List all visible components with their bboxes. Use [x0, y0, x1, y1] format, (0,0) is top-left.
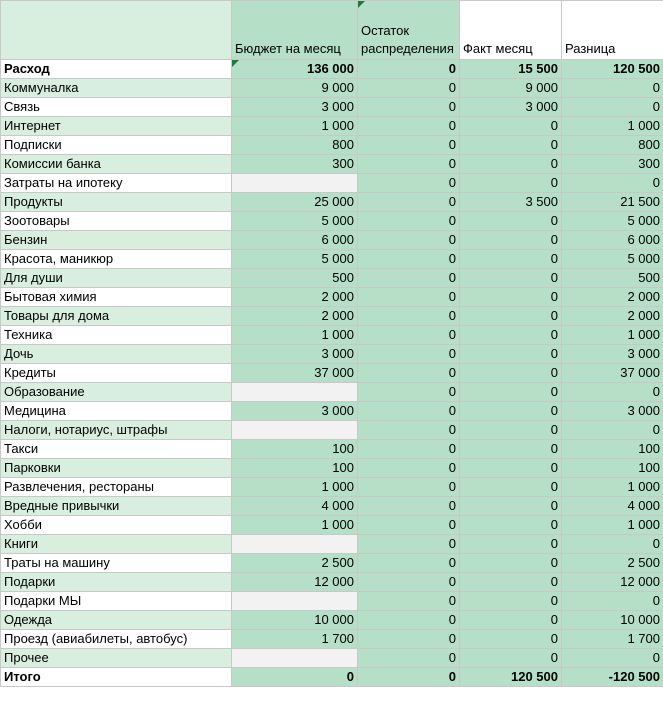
- row-diff[interactable]: 800: [562, 136, 663, 155]
- row-fact[interactable]: 0: [460, 364, 562, 383]
- row-diff[interactable]: 0: [562, 174, 663, 193]
- row-budget[interactable]: 1 000: [232, 326, 358, 345]
- row-diff[interactable]: 100: [562, 459, 663, 478]
- table-row: [1, 611, 663, 630]
- row-budget[interactable]: [232, 649, 358, 668]
- table-row: [1, 592, 663, 611]
- row-budget[interactable]: [232, 592, 358, 611]
- row-budget[interactable]: 5 000: [232, 212, 358, 231]
- row-budget[interactable]: 2 000: [232, 288, 358, 307]
- row-diff[interactable]: 0: [562, 592, 663, 611]
- row-fact[interactable]: 0: [460, 174, 562, 193]
- row-remaining[interactable]: 0: [358, 440, 460, 459]
- row-label[interactable]: Для души: [1, 269, 232, 288]
- row-fact[interactable]: 0: [460, 478, 562, 497]
- row-diff[interactable]: 3 000: [562, 345, 663, 364]
- row-remaining[interactable]: 0: [358, 459, 460, 478]
- expense-total-remaining[interactable]: 0: [358, 60, 460, 79]
- header-corner-cell[interactable]: [1, 1, 232, 60]
- row-budget[interactable]: 10 000: [232, 611, 358, 630]
- row-fact[interactable]: 9 000: [460, 79, 562, 98]
- row-label[interactable]: Интернет: [1, 117, 232, 136]
- row-fact[interactable]: 0: [460, 573, 562, 592]
- row-budget[interactable]: [232, 535, 358, 554]
- table-row: [1, 231, 663, 250]
- row-budget[interactable]: 3 000: [232, 345, 358, 364]
- row-diff[interactable]: 300: [562, 155, 663, 174]
- row-fact[interactable]: 0: [460, 630, 562, 649]
- row-label[interactable]: Комиссии банка: [1, 155, 232, 174]
- table-row: [1, 459, 663, 478]
- row-remaining[interactable]: 0: [358, 307, 460, 326]
- row-diff[interactable]: 0: [562, 79, 663, 98]
- row-diff[interactable]: 4 000: [562, 497, 663, 516]
- row-remaining[interactable]: 0: [358, 212, 460, 231]
- row-diff[interactable]: 6 000: [562, 231, 663, 250]
- grand-total-budget[interactable]: 0: [232, 668, 358, 687]
- table-row: [1, 98, 663, 117]
- table-row: [1, 649, 663, 668]
- row-remaining[interactable]: 0: [358, 174, 460, 193]
- row-label[interactable]: Книги: [1, 535, 232, 554]
- row-label[interactable]: Вредные привычки: [1, 497, 232, 516]
- row-remaining[interactable]: 0: [358, 326, 460, 345]
- table-row: [1, 117, 663, 136]
- header-remaining[interactable]: Остаток распределения: [358, 1, 460, 60]
- row-remaining[interactable]: 0: [358, 497, 460, 516]
- table-row: [1, 630, 663, 649]
- expense-total-fact[interactable]: 15 500: [460, 60, 562, 79]
- row-remaining[interactable]: 0: [358, 364, 460, 383]
- row-fact[interactable]: 3 000: [460, 98, 562, 117]
- row-remaining[interactable]: 0: [358, 231, 460, 250]
- row-remaining[interactable]: 0: [358, 98, 460, 117]
- row-diff[interactable]: 37 000: [562, 364, 663, 383]
- table-row: [1, 193, 663, 212]
- row-diff[interactable]: 2 000: [562, 288, 663, 307]
- row-diff[interactable]: 0: [562, 421, 663, 440]
- grand-total-label[interactable]: Итого: [1, 668, 232, 687]
- row-fact[interactable]: 0: [460, 459, 562, 478]
- row-label[interactable]: Образование: [1, 383, 232, 402]
- grand-total-fact[interactable]: 120 500: [460, 668, 562, 687]
- row-budget[interactable]: 300: [232, 155, 358, 174]
- table-row: [1, 269, 663, 288]
- row-remaining[interactable]: 0: [358, 611, 460, 630]
- table-row: [1, 421, 663, 440]
- row-budget[interactable]: 12 000: [232, 573, 358, 592]
- table-row: [1, 212, 663, 231]
- row-diff[interactable]: 0: [562, 649, 663, 668]
- grand-total-row: [1, 668, 663, 687]
- row-label[interactable]: Налоги, нотариус, штрафы: [1, 421, 232, 440]
- row-diff[interactable]: 5 000: [562, 212, 663, 231]
- row-label[interactable]: Такси: [1, 440, 232, 459]
- row-fact[interactable]: 3 500: [460, 193, 562, 212]
- row-fact[interactable]: 0: [460, 269, 562, 288]
- row-budget[interactable]: 6 000: [232, 231, 358, 250]
- row-diff[interactable]: 1 000: [562, 326, 663, 345]
- row-budget[interactable]: 2 500: [232, 554, 358, 573]
- table-row: [1, 364, 663, 383]
- row-diff[interactable]: 0: [562, 383, 663, 402]
- row-budget[interactable]: 4 000: [232, 497, 358, 516]
- table-row: [1, 478, 663, 497]
- row-remaining[interactable]: 0: [358, 630, 460, 649]
- table-row: [1, 383, 663, 402]
- row-remaining[interactable]: 0: [358, 269, 460, 288]
- row-label[interactable]: Развлечения, рестораны: [1, 478, 232, 497]
- row-diff[interactable]: 1 000: [562, 117, 663, 136]
- row-fact[interactable]: 0: [460, 383, 562, 402]
- row-diff[interactable]: 1 000: [562, 516, 663, 535]
- row-fact[interactable]: 0: [460, 421, 562, 440]
- row-remaining[interactable]: 0: [358, 383, 460, 402]
- row-remaining[interactable]: 0: [358, 136, 460, 155]
- row-remaining[interactable]: 0: [358, 554, 460, 573]
- row-label[interactable]: Зоотовары: [1, 212, 232, 231]
- comment-indicator-icon: [358, 1, 365, 8]
- row-fact[interactable]: 0: [460, 497, 562, 516]
- row-remaining[interactable]: 0: [358, 117, 460, 136]
- row-diff[interactable]: 5 000: [562, 250, 663, 269]
- row-label[interactable]: Одежда: [1, 611, 232, 630]
- row-label[interactable]: Товары для дома: [1, 307, 232, 326]
- row-fact[interactable]: 0: [460, 554, 562, 573]
- row-fact[interactable]: 0: [460, 155, 562, 174]
- row-label[interactable]: Продукты: [1, 193, 232, 212]
- row-budget[interactable]: 800: [232, 136, 358, 155]
- row-remaining[interactable]: 0: [358, 288, 460, 307]
- row-remaining[interactable]: 0: [358, 193, 460, 212]
- row-remaining[interactable]: 0: [358, 250, 460, 269]
- row-fact[interactable]: 0: [460, 535, 562, 554]
- row-budget[interactable]: 37 000: [232, 364, 358, 383]
- table-row: [1, 497, 663, 516]
- row-fact[interactable]: 0: [460, 592, 562, 611]
- row-budget[interactable]: 100: [232, 459, 358, 478]
- row-budget[interactable]: 3 000: [232, 98, 358, 117]
- row-remaining[interactable]: 0: [358, 516, 460, 535]
- row-label[interactable]: Хобби: [1, 516, 232, 535]
- row-label[interactable]: Бензин: [1, 231, 232, 250]
- grand-total-diff[interactable]: -120 500: [562, 668, 663, 687]
- table-row: [1, 554, 663, 573]
- table-row: [1, 440, 663, 459]
- row-diff[interactable]: 21 500: [562, 193, 663, 212]
- row-remaining[interactable]: 0: [358, 155, 460, 174]
- table-row: [1, 79, 663, 98]
- row-diff[interactable]: 10 000: [562, 611, 663, 630]
- table-row: [1, 516, 663, 535]
- row-diff[interactable]: 2 000: [562, 307, 663, 326]
- row-budget[interactable]: 1 000: [232, 478, 358, 497]
- row-remaining[interactable]: 0: [358, 345, 460, 364]
- row-remaining[interactable]: 0: [358, 535, 460, 554]
- row-label[interactable]: Связь: [1, 98, 232, 117]
- table-row: [1, 250, 663, 269]
- row-budget[interactable]: 9 000: [232, 79, 358, 98]
- row-diff[interactable]: 12 000: [562, 573, 663, 592]
- row-label[interactable]: Кредиты: [1, 364, 232, 383]
- row-diff[interactable]: 0: [562, 98, 663, 117]
- row-diff[interactable]: 1 000: [562, 478, 663, 497]
- row-fact[interactable]: 0: [460, 326, 562, 345]
- row-fact[interactable]: 0: [460, 212, 562, 231]
- row-fact[interactable]: 0: [460, 440, 562, 459]
- row-diff[interactable]: 3 000: [562, 402, 663, 421]
- row-fact[interactable]: 0: [460, 516, 562, 535]
- row-remaining[interactable]: 0: [358, 649, 460, 668]
- row-budget[interactable]: 2 000: [232, 307, 358, 326]
- row-remaining[interactable]: 0: [358, 421, 460, 440]
- header-diff[interactable]: Разница: [562, 1, 663, 60]
- grand-total-remaining[interactable]: 0: [358, 668, 460, 687]
- row-budget[interactable]: 25 000: [232, 193, 358, 212]
- table-row: [1, 345, 663, 364]
- row-budget[interactable]: [232, 383, 358, 402]
- row-label[interactable]: Подарки: [1, 573, 232, 592]
- row-label[interactable]: Коммуналка: [1, 79, 232, 98]
- row-budget[interactable]: 1 000: [232, 516, 358, 535]
- row-fact[interactable]: 0: [460, 649, 562, 668]
- row-diff[interactable]: 2 500: [562, 554, 663, 573]
- row-label[interactable]: Подписки: [1, 136, 232, 155]
- row-remaining[interactable]: 0: [358, 592, 460, 611]
- row-remaining[interactable]: 0: [358, 478, 460, 497]
- row-label[interactable]: Подарки МЫ: [1, 592, 232, 611]
- row-fact[interactable]: 0: [460, 402, 562, 421]
- row-label[interactable]: Парковки: [1, 459, 232, 478]
- row-label[interactable]: Проезд (авиабилеты, автобус): [1, 630, 232, 649]
- table-row: [1, 307, 663, 326]
- row-diff[interactable]: 100: [562, 440, 663, 459]
- expense-total-label[interactable]: Расход: [1, 60, 232, 79]
- table-row: [1, 136, 663, 155]
- row-label[interactable]: Затраты на ипотеку: [1, 174, 232, 193]
- row-label[interactable]: Дочь: [1, 345, 232, 364]
- row-budget[interactable]: 3 000: [232, 402, 358, 421]
- row-label[interactable]: Техника: [1, 326, 232, 345]
- row-fact[interactable]: 0: [460, 117, 562, 136]
- row-budget[interactable]: 500: [232, 269, 358, 288]
- expense-total-budget[interactable]: 136 000: [232, 60, 358, 79]
- header-fact[interactable]: Факт месяц: [460, 1, 562, 60]
- row-budget[interactable]: [232, 174, 358, 193]
- row-label[interactable]: Бытовая химия: [1, 288, 232, 307]
- table-row: [1, 326, 663, 345]
- row-remaining[interactable]: 0: [358, 79, 460, 98]
- row-label[interactable]: Красота, маникюр: [1, 250, 232, 269]
- row-budget[interactable]: 1 000: [232, 117, 358, 136]
- table-row: [1, 402, 663, 421]
- row-diff[interactable]: 0: [562, 535, 663, 554]
- row-fact[interactable]: 0: [460, 288, 562, 307]
- row-label[interactable]: Медицина: [1, 402, 232, 421]
- table-row: [1, 288, 663, 307]
- row-fact[interactable]: 0: [460, 136, 562, 155]
- row-budget[interactable]: 1 700: [232, 630, 358, 649]
- comment-indicator-icon: [232, 60, 239, 67]
- row-remaining[interactable]: 0: [358, 402, 460, 421]
- row-budget[interactable]: [232, 421, 358, 440]
- row-diff[interactable]: 500: [562, 269, 663, 288]
- table-row: [1, 155, 663, 174]
- row-fact[interactable]: 0: [460, 250, 562, 269]
- row-diff[interactable]: 1 700: [562, 630, 663, 649]
- table-row: [1, 573, 663, 592]
- row-fact[interactable]: 0: [460, 307, 562, 326]
- table-row: [1, 535, 663, 554]
- row-fact[interactable]: 0: [460, 345, 562, 364]
- row-budget[interactable]: 5 000: [232, 250, 358, 269]
- row-remaining[interactable]: 0: [358, 573, 460, 592]
- expense-total-diff[interactable]: 120 500: [562, 60, 663, 79]
- table-row: [1, 174, 663, 193]
- row-fact[interactable]: 0: [460, 231, 562, 250]
- row-label[interactable]: Траты на машину: [1, 554, 232, 573]
- row-label[interactable]: Прочее: [1, 649, 232, 668]
- row-fact[interactable]: 0: [460, 611, 562, 630]
- row-budget[interactable]: 100: [232, 440, 358, 459]
- header-budget[interactable]: Бюджет на месяц: [232, 1, 358, 60]
